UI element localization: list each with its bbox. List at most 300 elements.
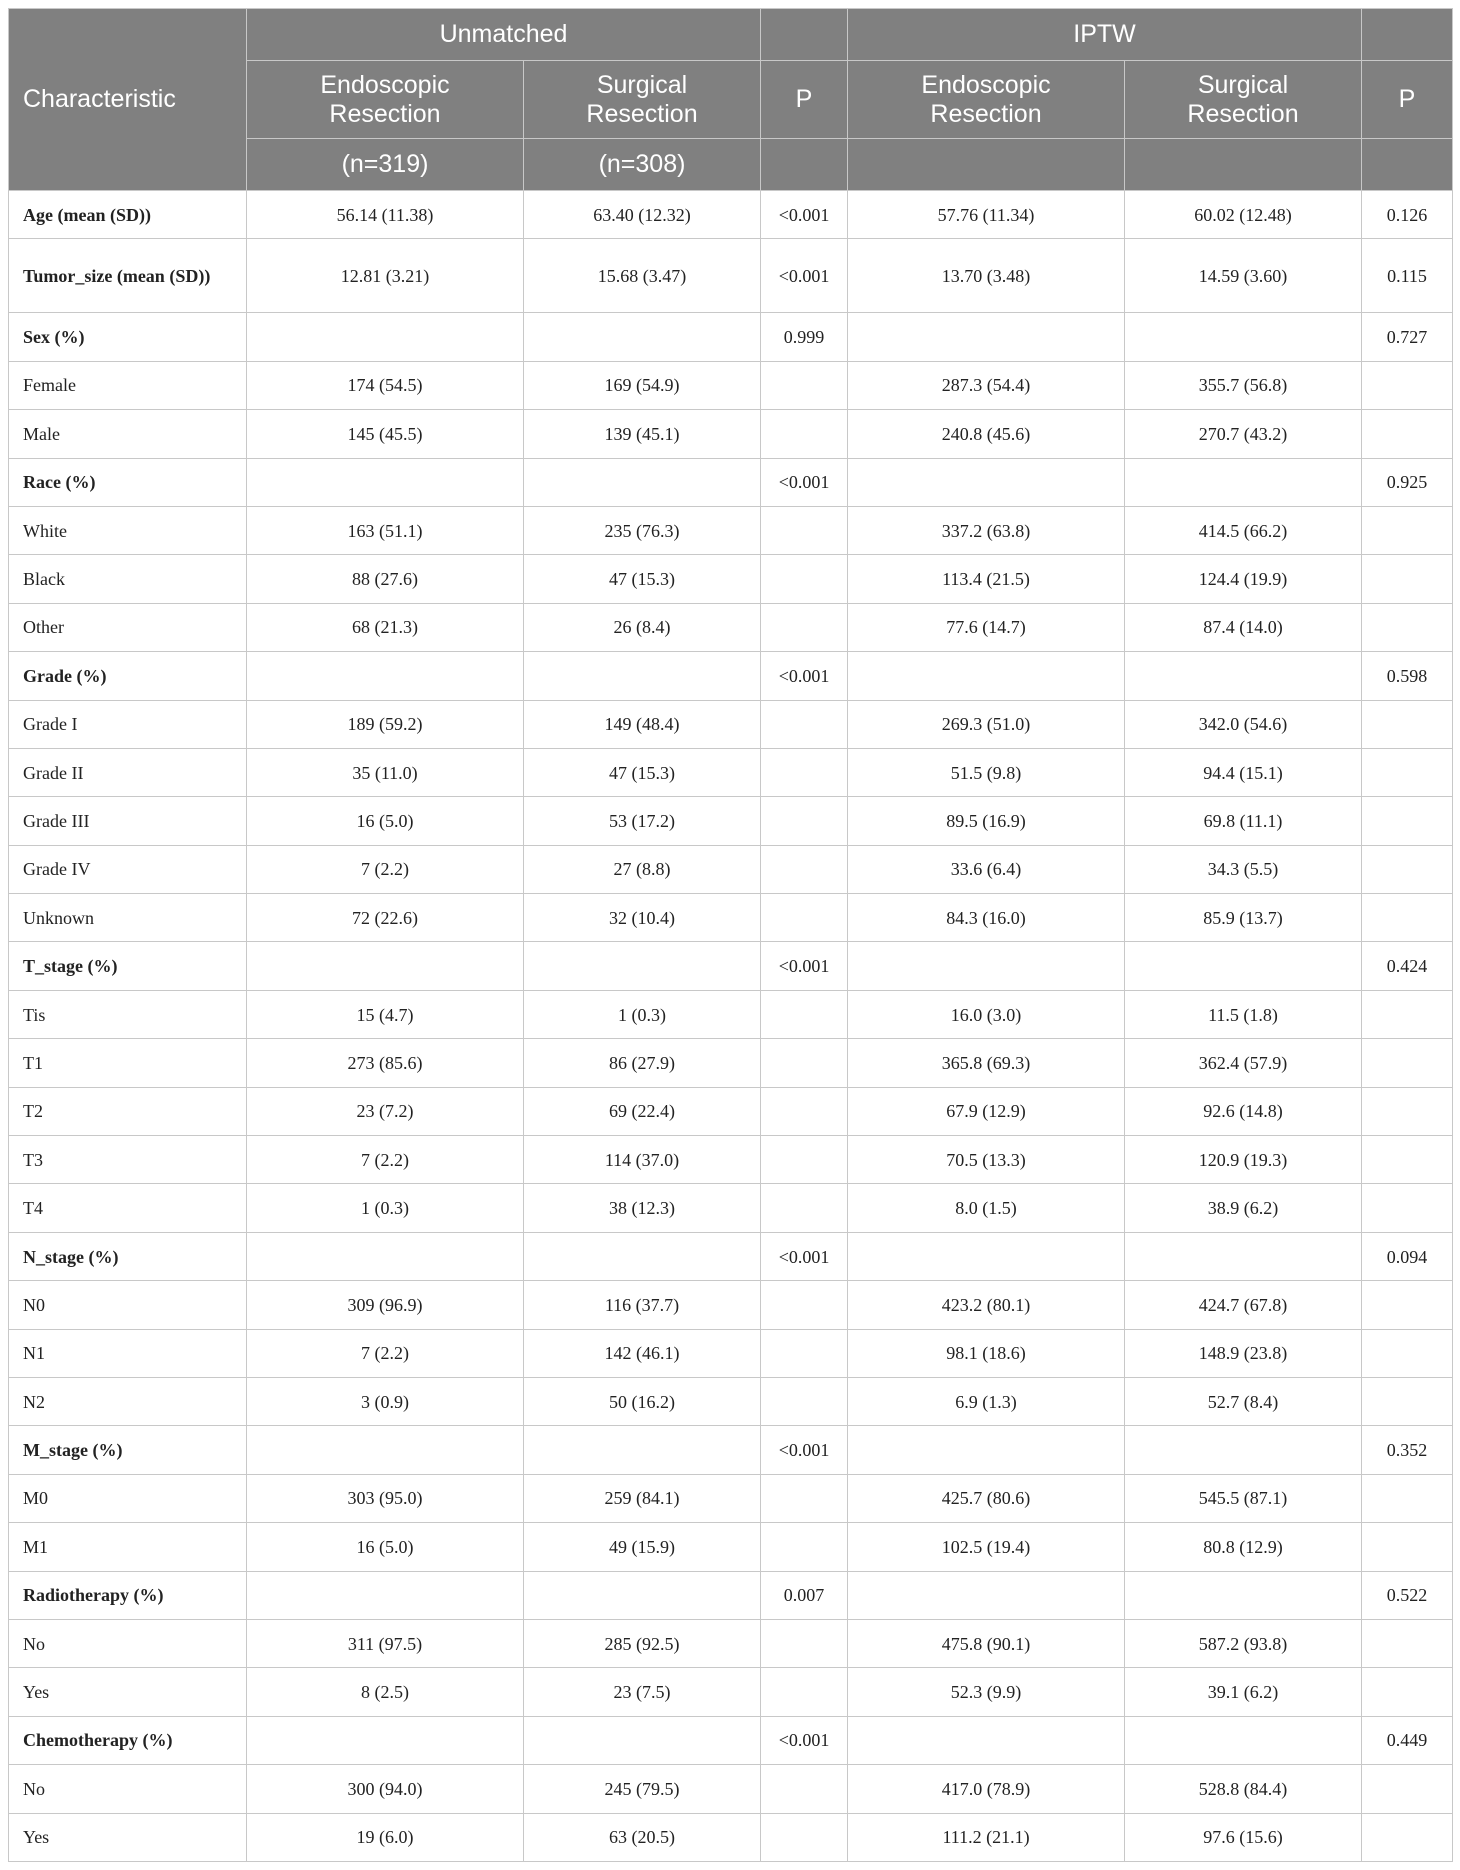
unmatched-surgical-value: [524, 652, 761, 700]
iptw-p-value: [1362, 1184, 1453, 1232]
iptw-endoscopic-value: 337.2 (63.8): [848, 506, 1125, 554]
iptw-p-value: 0.094: [1362, 1232, 1453, 1280]
row-label: Other: [9, 603, 247, 651]
unmatched-endoscopic-value: 16 (5.0): [247, 1523, 524, 1571]
unmatched-surgical-value: 47 (15.3): [524, 555, 761, 603]
iptw-endoscopic-value: [848, 313, 1125, 361]
unmatched-endoscopic-value: 1 (0.3): [247, 1184, 524, 1232]
unmatched-endoscopic-value: 68 (21.3): [247, 603, 524, 651]
iptw-endoscopic-value: [848, 458, 1125, 506]
level-row: [9, 603, 1453, 651]
unmatched-p-value: [761, 555, 848, 603]
row-label: White: [9, 506, 247, 554]
unmatched-endoscopic-value: 19 (6.0): [247, 1813, 524, 1861]
iptw-endoscopic-value: [848, 1716, 1125, 1764]
iptw-endoscopic-value: 70.5 (13.3): [848, 1136, 1125, 1184]
unmatched-p-value: [761, 361, 848, 409]
iptw-p-value: [1362, 1765, 1453, 1813]
level-row: [9, 1329, 1453, 1377]
unmatched-p-value: [761, 1281, 848, 1329]
variable-row: [9, 239, 1453, 313]
level-row: [9, 1668, 1453, 1716]
unmatched-p-value: [761, 990, 848, 1038]
unmatched-surgical-n: (n=308): [524, 139, 761, 191]
unmatched-p-value: [761, 845, 848, 893]
row-label: Grade I: [9, 700, 247, 748]
iptw-p-value: 0.598: [1362, 652, 1453, 700]
row-label: Grade (%): [9, 652, 247, 700]
unmatched-surgical-value: 86 (27.9): [524, 1039, 761, 1087]
iptw-p-value: [1362, 894, 1453, 942]
iptw-p-value: 0.449: [1362, 1716, 1453, 1764]
header-blank-cell: [1362, 9, 1453, 61]
iptw-surgical-header: [1125, 61, 1362, 139]
level-row: [9, 1184, 1453, 1232]
iptw-p-value: [1362, 797, 1453, 845]
unmatched-p-value: [761, 1668, 848, 1716]
iptw-endoscopic-header: [848, 61, 1125, 139]
iptw-endoscopic-value: 98.1 (18.6): [848, 1329, 1125, 1377]
level-row: [9, 555, 1453, 603]
baseline-characteristics-table-wrapper: [8, 8, 1452, 1862]
iptw-surgical-value: 94.4 (15.1): [1125, 748, 1362, 796]
iptw-p-value: [1362, 506, 1453, 554]
level-row: [9, 1474, 1453, 1522]
iptw-p-value: 0.727: [1362, 313, 1453, 361]
unmatched-endoscopic-n: (n=319): [247, 139, 524, 191]
iptw-p-value: [1362, 1668, 1453, 1716]
unmatched-p-value: <0.001: [761, 1716, 848, 1764]
iptw-endoscopic-value: 269.3 (51.0): [848, 700, 1125, 748]
level-row: [9, 797, 1453, 845]
unmatched-p-value: [761, 410, 848, 458]
unmatched-p-value: [761, 1619, 848, 1667]
row-label: Black: [9, 555, 247, 603]
iptw-surgical-value: 362.4 (57.9): [1125, 1039, 1362, 1087]
unmatched-endoscopic-value: [247, 313, 524, 361]
header-text: Endoscopic: [921, 70, 1051, 99]
unmatched-endoscopic-value: 12.81 (3.21): [247, 239, 524, 313]
row-label: M_stage (%): [9, 1426, 247, 1474]
unmatched-p-value: [761, 1523, 848, 1571]
variable-row: [9, 1571, 1453, 1619]
iptw-endoscopic-value: [848, 942, 1125, 990]
unmatched-p-value: [761, 1087, 848, 1135]
variable-row: [9, 1232, 1453, 1280]
unmatched-endoscopic-value: 16 (5.0): [247, 797, 524, 845]
level-row: [9, 1087, 1453, 1135]
unmatched-p-value: <0.001: [761, 652, 848, 700]
unmatched-surgical-value: 169 (54.9): [524, 361, 761, 409]
unmatched-p-value: [761, 1329, 848, 1377]
unmatched-surgical-value: [524, 1571, 761, 1619]
unmatched-endoscopic-value: 174 (54.5): [247, 361, 524, 409]
row-label: No: [9, 1765, 247, 1813]
iptw-p-value: [1362, 1377, 1453, 1425]
unmatched-surgical-value: [524, 942, 761, 990]
iptw-surgical-value: [1125, 942, 1362, 990]
row-label: T1: [9, 1039, 247, 1087]
unmatched-surgical-value: 23 (7.5): [524, 1668, 761, 1716]
unmatched-surgical-value: 53 (17.2): [524, 797, 761, 845]
unmatched-endoscopic-header: [247, 61, 524, 139]
unmatched-endoscopic-value: 163 (51.1): [247, 506, 524, 554]
iptw-p-value: [1362, 1281, 1453, 1329]
iptw-p-value: 0.522: [1362, 1571, 1453, 1619]
level-row: [9, 1377, 1453, 1425]
iptw-endoscopic-value: 89.5 (16.9): [848, 797, 1125, 845]
header-blank-cell: [1362, 139, 1453, 191]
row-label: T4: [9, 1184, 247, 1232]
unmatched-p-value: <0.001: [761, 239, 848, 313]
unmatched-surgical-value: 285 (92.5): [524, 1619, 761, 1667]
iptw-p-value: [1362, 1136, 1453, 1184]
iptw-surgical-value: 587.2 (93.8): [1125, 1619, 1362, 1667]
unmatched-surgical-value: 15.68 (3.47): [524, 239, 761, 313]
unmatched-surgical-value: 139 (45.1): [524, 410, 761, 458]
iptw-surgical-value: 39.1 (6.2): [1125, 1668, 1362, 1716]
unmatched-endoscopic-value: [247, 652, 524, 700]
iptw-p-value: [1362, 1813, 1453, 1861]
iptw-surgical-value: [1125, 1716, 1362, 1764]
unmatched-p-value: <0.001: [761, 942, 848, 990]
unmatched-endoscopic-value: 311 (97.5): [247, 1619, 524, 1667]
iptw-surgical-value: 270.7 (43.2): [1125, 410, 1362, 458]
iptw-surgical-value: 38.9 (6.2): [1125, 1184, 1362, 1232]
row-label: Age (mean (SD)): [9, 191, 247, 239]
table-body: [9, 191, 1453, 1862]
iptw-p-value: 0.115: [1362, 239, 1453, 313]
level-row: [9, 361, 1453, 409]
iptw-endoscopic-value: [848, 652, 1125, 700]
iptw-endoscopic-value: 8.0 (1.5): [848, 1184, 1125, 1232]
unmatched-p-value: [761, 1377, 848, 1425]
row-label: T2: [9, 1087, 247, 1135]
unmatched-surgical-value: 32 (10.4): [524, 894, 761, 942]
iptw-p-value: [1362, 700, 1453, 748]
header-text: Surgical: [1197, 70, 1289, 99]
unmatched-surgical-value: 63 (20.5): [524, 1813, 761, 1861]
header-text: Resection: [586, 99, 698, 128]
iptw-p-value: [1362, 1523, 1453, 1571]
unmatched-surgical-value: 149 (48.4): [524, 700, 761, 748]
iptw-surgical-value: 34.3 (5.5): [1125, 845, 1362, 893]
row-label: N2: [9, 1377, 247, 1425]
iptw-endoscopic-value: 16.0 (3.0): [848, 990, 1125, 1038]
iptw-endoscopic-value: 423.2 (80.1): [848, 1281, 1125, 1329]
iptw-p-value: [1362, 603, 1453, 651]
unmatched-endoscopic-value: 8 (2.5): [247, 1668, 524, 1716]
iptw-endoscopic-value: [848, 1426, 1125, 1474]
level-row: [9, 1039, 1453, 1087]
unmatched-p-value: [761, 1184, 848, 1232]
iptw-surgical-value: 14.59 (3.60): [1125, 239, 1362, 313]
level-row: [9, 1281, 1453, 1329]
header-text: Resection: [1187, 99, 1299, 128]
unmatched-endoscopic-value: 15 (4.7): [247, 990, 524, 1038]
level-row: [9, 1765, 1453, 1813]
unmatched-p-value: <0.001: [761, 1232, 848, 1280]
iptw-surgical-value: 355.7 (56.8): [1125, 361, 1362, 409]
iptw-surgical-value: 545.5 (87.1): [1125, 1474, 1362, 1522]
level-row: [9, 1813, 1453, 1861]
unmatched-endoscopic-value: 56.14 (11.38): [247, 191, 524, 239]
unmatched-p-value: [761, 1039, 848, 1087]
header-blank-cell: [1125, 139, 1362, 191]
iptw-p-value: [1362, 555, 1453, 603]
row-label: Tumor_size (mean (SD)): [9, 239, 247, 313]
unmatched-surgical-value: 142 (46.1): [524, 1329, 761, 1377]
row-label: Tis: [9, 990, 247, 1038]
unmatched-surgical-header: [524, 61, 761, 139]
iptw-surgical-value: [1125, 652, 1362, 700]
iptw-group-header: IPTW: [848, 9, 1362, 61]
table-header: [9, 9, 1453, 191]
characteristic-header: Characteristic: [9, 9, 247, 191]
level-row: [9, 410, 1453, 458]
unmatched-surgical-value: [524, 458, 761, 506]
unmatched-p-value: [761, 1136, 848, 1184]
iptw-p-value: [1362, 361, 1453, 409]
iptw-surgical-value: [1125, 1426, 1362, 1474]
iptw-surgical-value: [1125, 458, 1362, 506]
iptw-endoscopic-value: 425.7 (80.6): [848, 1474, 1125, 1522]
iptw-p-value: [1362, 990, 1453, 1038]
unmatched-endoscopic-value: 72 (22.6): [247, 894, 524, 942]
iptw-surgical-value: 69.8 (11.1): [1125, 797, 1362, 845]
iptw-surgical-value: 85.9 (13.7): [1125, 894, 1362, 942]
iptw-endoscopic-value: 77.6 (14.7): [848, 603, 1125, 651]
iptw-endoscopic-value: 113.4 (21.5): [848, 555, 1125, 603]
unmatched-p-value: [761, 700, 848, 748]
unmatched-p-value: [761, 506, 848, 554]
iptw-p-value: [1362, 410, 1453, 458]
variable-row: [9, 1426, 1453, 1474]
row-label: Male: [9, 410, 247, 458]
unmatched-surgical-value: 50 (16.2): [524, 1377, 761, 1425]
unmatched-endoscopic-value: 3 (0.9): [247, 1377, 524, 1425]
unmatched-p-header: P: [761, 61, 848, 139]
iptw-surgical-value: [1125, 1571, 1362, 1619]
unmatched-endoscopic-value: 189 (59.2): [247, 700, 524, 748]
row-label: No: [9, 1619, 247, 1667]
iptw-endoscopic-value: 67.9 (12.9): [848, 1087, 1125, 1135]
unmatched-p-value: 0.007: [761, 1571, 848, 1619]
iptw-surgical-value: 11.5 (1.8): [1125, 990, 1362, 1038]
baseline-characteristics-table: [8, 8, 1453, 1862]
level-row: [9, 1136, 1453, 1184]
level-row: [9, 700, 1453, 748]
iptw-endoscopic-value: 417.0 (78.9): [848, 1765, 1125, 1813]
iptw-p-value: 0.424: [1362, 942, 1453, 990]
level-row: [9, 748, 1453, 796]
row-label: M1: [9, 1523, 247, 1571]
unmatched-p-value: [761, 1765, 848, 1813]
header-blank-cell: [761, 139, 848, 191]
unmatched-surgical-value: 49 (15.9): [524, 1523, 761, 1571]
unmatched-endoscopic-value: [247, 458, 524, 506]
iptw-endoscopic-value: 111.2 (21.1): [848, 1813, 1125, 1861]
iptw-surgical-value: 52.7 (8.4): [1125, 1377, 1362, 1425]
row-label: Grade II: [9, 748, 247, 796]
unmatched-p-value: [761, 748, 848, 796]
unmatched-endoscopic-value: 35 (11.0): [247, 748, 524, 796]
unmatched-surgical-value: 26 (8.4): [524, 603, 761, 651]
unmatched-surgical-value: 69 (22.4): [524, 1087, 761, 1135]
iptw-surgical-value: 97.6 (15.6): [1125, 1813, 1362, 1861]
iptw-endoscopic-value: 33.6 (6.4): [848, 845, 1125, 893]
iptw-endoscopic-value: 365.8 (69.3): [848, 1039, 1125, 1087]
level-row: [9, 1523, 1453, 1571]
level-row: [9, 845, 1453, 893]
iptw-p-value: [1362, 1087, 1453, 1135]
unmatched-endoscopic-value: [247, 942, 524, 990]
iptw-surgical-value: 92.6 (14.8): [1125, 1087, 1362, 1135]
level-row: [9, 894, 1453, 942]
unmatched-p-value: 0.999: [761, 313, 848, 361]
iptw-surgical-value: 528.8 (84.4): [1125, 1765, 1362, 1813]
unmatched-surgical-value: 63.40 (12.32): [524, 191, 761, 239]
header-text: Surgical: [596, 70, 688, 99]
iptw-p-value: [1362, 1329, 1453, 1377]
variable-row: [9, 1716, 1453, 1764]
row-label: N_stage (%): [9, 1232, 247, 1280]
iptw-p-value: [1362, 748, 1453, 796]
iptw-surgical-value: 87.4 (14.0): [1125, 603, 1362, 651]
row-label: T3: [9, 1136, 247, 1184]
unmatched-endoscopic-value: 7 (2.2): [247, 1136, 524, 1184]
unmatched-endoscopic-value: [247, 1426, 524, 1474]
unmatched-surgical-value: 38 (12.3): [524, 1184, 761, 1232]
unmatched-surgical-value: 47 (15.3): [524, 748, 761, 796]
header-blank-cell: [761, 9, 848, 61]
iptw-surgical-value: [1125, 313, 1362, 361]
unmatched-endoscopic-value: 300 (94.0): [247, 1765, 524, 1813]
iptw-endoscopic-value: 84.3 (16.0): [848, 894, 1125, 942]
iptw-surgical-value: 424.7 (67.8): [1125, 1281, 1362, 1329]
level-row: [9, 990, 1453, 1038]
iptw-surgical-value: 60.02 (12.48): [1125, 191, 1362, 239]
iptw-surgical-value: 342.0 (54.6): [1125, 700, 1362, 748]
variable-row: [9, 313, 1453, 361]
iptw-surgical-value: 124.4 (19.9): [1125, 555, 1362, 603]
unmatched-surgical-value: 116 (37.7): [524, 1281, 761, 1329]
unmatched-p-value: <0.001: [761, 1426, 848, 1474]
unmatched-surgical-value: [524, 1232, 761, 1280]
unmatched-surgical-value: 27 (8.8): [524, 845, 761, 893]
row-label: Unknown: [9, 894, 247, 942]
iptw-surgical-value: 80.8 (12.9): [1125, 1523, 1362, 1571]
unmatched-endoscopic-value: 7 (2.2): [247, 1329, 524, 1377]
unmatched-endoscopic-value: 23 (7.2): [247, 1087, 524, 1135]
iptw-endoscopic-value: 13.70 (3.48): [848, 239, 1125, 313]
unmatched-p-value: [761, 894, 848, 942]
unmatched-p-value: [761, 603, 848, 651]
variable-row: [9, 191, 1453, 239]
row-label: Yes: [9, 1668, 247, 1716]
row-label: Race (%): [9, 458, 247, 506]
row-label: N1: [9, 1329, 247, 1377]
iptw-endoscopic-value: 52.3 (9.9): [848, 1668, 1125, 1716]
row-label: Radiotherapy (%): [9, 1571, 247, 1619]
iptw-endoscopic-value: 287.3 (54.4): [848, 361, 1125, 409]
unmatched-surgical-value: [524, 313, 761, 361]
unmatched-surgical-value: 1 (0.3): [524, 990, 761, 1038]
iptw-endoscopic-value: 51.5 (9.8): [848, 748, 1125, 796]
iptw-p-value: [1362, 1474, 1453, 1522]
unmatched-endoscopic-value: [247, 1571, 524, 1619]
header-text: Resection: [930, 99, 1042, 128]
iptw-p-value: 0.352: [1362, 1426, 1453, 1474]
unmatched-p-value: <0.001: [761, 191, 848, 239]
iptw-p-value: 0.126: [1362, 191, 1453, 239]
row-label: N0: [9, 1281, 247, 1329]
iptw-p-value: [1362, 845, 1453, 893]
unmatched-endoscopic-value: 7 (2.2): [247, 845, 524, 893]
unmatched-surgical-value: 235 (76.3): [524, 506, 761, 554]
unmatched-p-value: [761, 1474, 848, 1522]
row-label: Grade III: [9, 797, 247, 845]
unmatched-p-value: <0.001: [761, 458, 848, 506]
level-row: [9, 506, 1453, 554]
unmatched-surgical-value: 114 (37.0): [524, 1136, 761, 1184]
iptw-p-header: P: [1362, 61, 1453, 139]
variable-row: [9, 652, 1453, 700]
header-blank-cell: [848, 139, 1125, 191]
unmatched-surgical-value: [524, 1426, 761, 1474]
iptw-p-value: [1362, 1619, 1453, 1667]
iptw-endoscopic-value: 475.8 (90.1): [848, 1619, 1125, 1667]
row-label: Female: [9, 361, 247, 409]
iptw-endoscopic-value: 57.76 (11.34): [848, 191, 1125, 239]
iptw-endoscopic-value: 6.9 (1.3): [848, 1377, 1125, 1425]
row-label: Chemotherapy (%): [9, 1716, 247, 1764]
unmatched-p-value: [761, 797, 848, 845]
unmatched-endoscopic-value: 273 (85.6): [247, 1039, 524, 1087]
row-label: M0: [9, 1474, 247, 1522]
iptw-surgical-value: 414.5 (66.2): [1125, 506, 1362, 554]
header-text: Resection: [329, 99, 441, 128]
variable-row: [9, 458, 1453, 506]
unmatched-surgical-value: 259 (84.1): [524, 1474, 761, 1522]
unmatched-p-value: [761, 1813, 848, 1861]
iptw-endoscopic-value: 102.5 (19.4): [848, 1523, 1125, 1571]
iptw-endoscopic-value: 240.8 (45.6): [848, 410, 1125, 458]
unmatched-surgical-value: [524, 1716, 761, 1764]
unmatched-surgical-value: 245 (79.5): [524, 1765, 761, 1813]
iptw-surgical-value: 120.9 (19.3): [1125, 1136, 1362, 1184]
unmatched-endoscopic-value: 88 (27.6): [247, 555, 524, 603]
row-label: T_stage (%): [9, 942, 247, 990]
unmatched-endoscopic-value: [247, 1232, 524, 1280]
unmatched-endoscopic-value: 309 (96.9): [247, 1281, 524, 1329]
header-text: Endoscopic: [320, 70, 450, 99]
unmatched-endoscopic-value: 303 (95.0): [247, 1474, 524, 1522]
iptw-surgical-value: 148.9 (23.8): [1125, 1329, 1362, 1377]
row-label: Sex (%): [9, 313, 247, 361]
level-row: [9, 1619, 1453, 1667]
unmatched-endoscopic-value: [247, 1716, 524, 1764]
iptw-surgical-value: [1125, 1232, 1362, 1280]
iptw-endoscopic-value: [848, 1232, 1125, 1280]
row-label: Yes: [9, 1813, 247, 1861]
iptw-p-value: 0.925: [1362, 458, 1453, 506]
unmatched-endoscopic-value: 145 (45.5): [247, 410, 524, 458]
iptw-p-value: [1362, 1039, 1453, 1087]
iptw-endoscopic-value: [848, 1571, 1125, 1619]
row-label: Grade IV: [9, 845, 247, 893]
unmatched-group-header: Unmatched: [247, 9, 761, 61]
